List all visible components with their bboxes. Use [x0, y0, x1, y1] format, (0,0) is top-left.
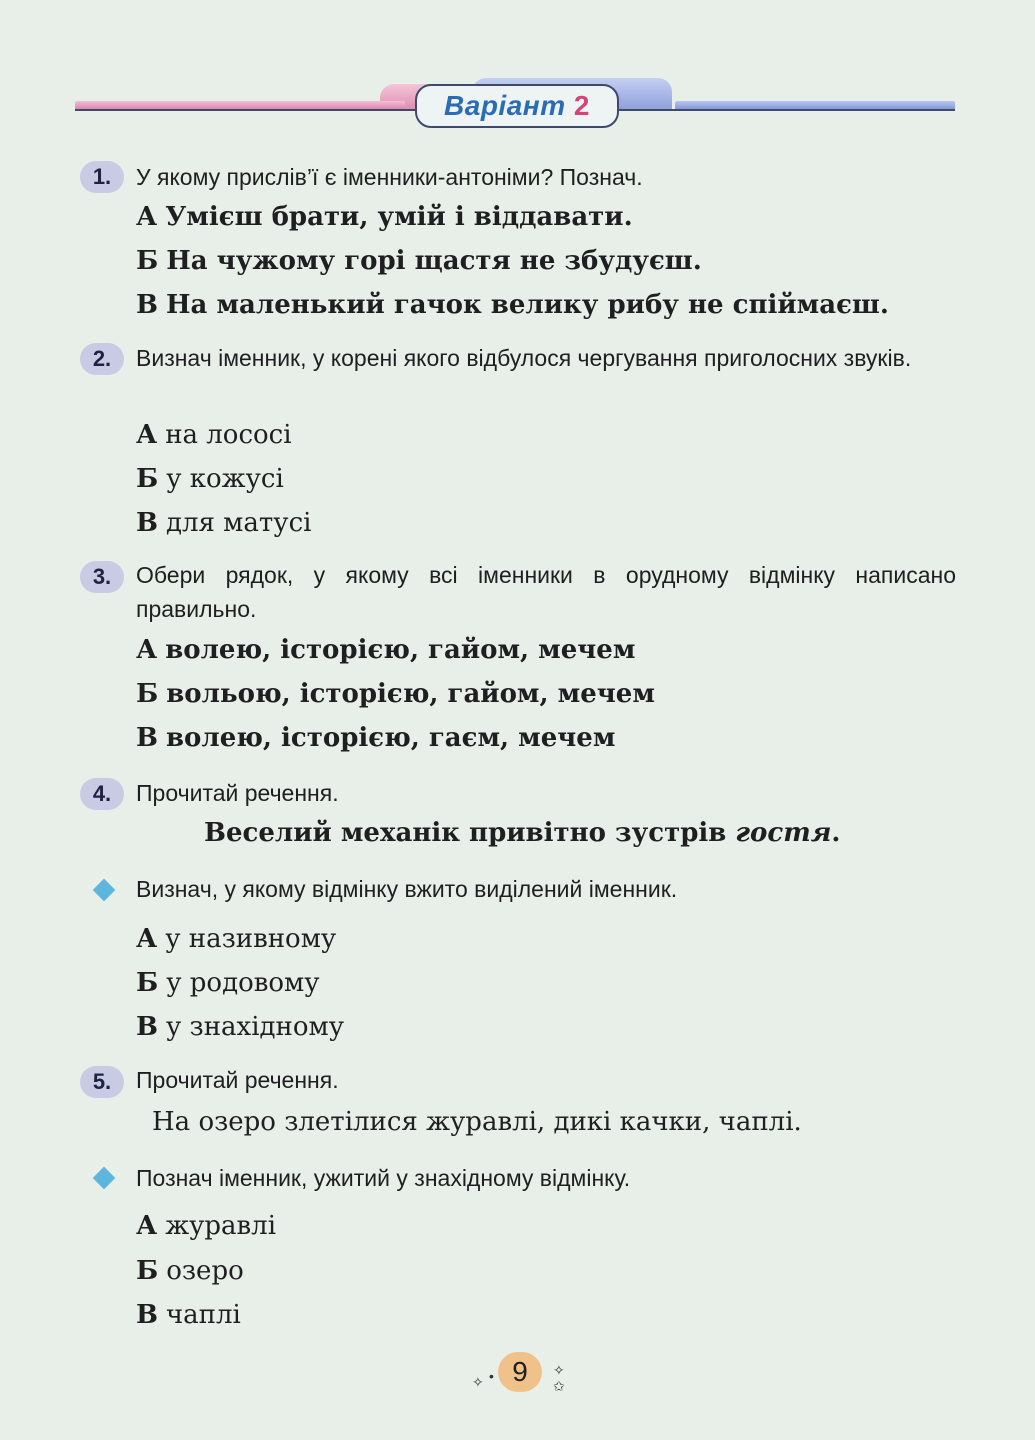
page-number: 9 — [498, 1352, 542, 1392]
question-2-number: 2. — [80, 343, 124, 375]
dot-icon: • — [489, 1368, 494, 1384]
q2-option-a[interactable]: А на лососі — [136, 420, 292, 450]
q4-option-c[interactable]: В у знахідному — [136, 1012, 345, 1042]
question-1-text: У якому прислів’ї є іменники-антоніми? Познач. — [136, 164, 643, 190]
question-2-text: Визнач іменник, у корені якого відбулося чергування приголосних звуків. — [136, 345, 912, 371]
diamond-bullet-icon — [93, 879, 116, 902]
question-3-number: 3. — [80, 561, 124, 593]
question-4-text: Прочитай речення. — [136, 780, 339, 806]
star-icon: ✩ — [553, 1378, 565, 1394]
q3-option-b[interactable]: Б вольою, історією, гайом, мечем — [136, 679, 655, 709]
q1-option-c[interactable]: В На маленький гачок велику рибу не спіймаєш. — [136, 290, 889, 320]
q5-option-c[interactable]: В чаплі — [136, 1300, 241, 1330]
diamond-bullet-icon — [93, 1167, 116, 1190]
sparkle-icon: ✧ — [553, 1362, 565, 1378]
question-5-subtask: Познач іменник, ужитий у знахідному відмінку. — [136, 1165, 631, 1191]
question-5-text: Прочитай речення. — [136, 1067, 339, 1093]
variant-title — [415, 84, 619, 128]
q5-option-a[interactable]: А журавлі — [136, 1211, 277, 1241]
q3-option-a[interactable]: А волею, історією, гайом, мечем — [136, 635, 636, 665]
variant-number: 2 — [573, 90, 590, 121]
q1-option-a[interactable]: А Умієш брати, умій і віддавати. — [136, 202, 633, 232]
q5-option-b[interactable]: Б озеро — [136, 1256, 244, 1286]
question-4-sentence: Веселий механік привітно зустрів гостя. — [204, 818, 841, 848]
question-4-number: 4. — [80, 778, 124, 810]
q2-option-c[interactable]: В для матусі — [136, 508, 312, 538]
sparkle-icon: ✧ — [472, 1374, 484, 1390]
q4-option-b[interactable]: Б у родовому — [136, 968, 320, 998]
q3-option-c[interactable]: В волею, історією, гаєм, мечем — [136, 723, 616, 753]
question-4-subtask: Визнач, у якому відмінку вжито виділений іменник. — [136, 876, 678, 902]
question-1-number: 1. — [80, 161, 124, 193]
question-5-number: 5. — [80, 1066, 124, 1098]
question-3-text: Обери рядок, у якому всі іменники в орудному відмінку написано правильно. — [136, 562, 956, 622]
highlighted-noun: гостя — [735, 818, 832, 848]
q1-option-b[interactable]: Б На чужому горі щастя не збудуєш. — [136, 246, 702, 276]
q4-option-a[interactable]: А у називному — [136, 924, 337, 954]
question-5-sentence: На озеро злетілися журавлі, дикі качки, чаплі. — [152, 1107, 802, 1137]
variant-label: Варіант — [444, 90, 566, 121]
q2-option-b[interactable]: Б у кожусі — [136, 464, 284, 494]
